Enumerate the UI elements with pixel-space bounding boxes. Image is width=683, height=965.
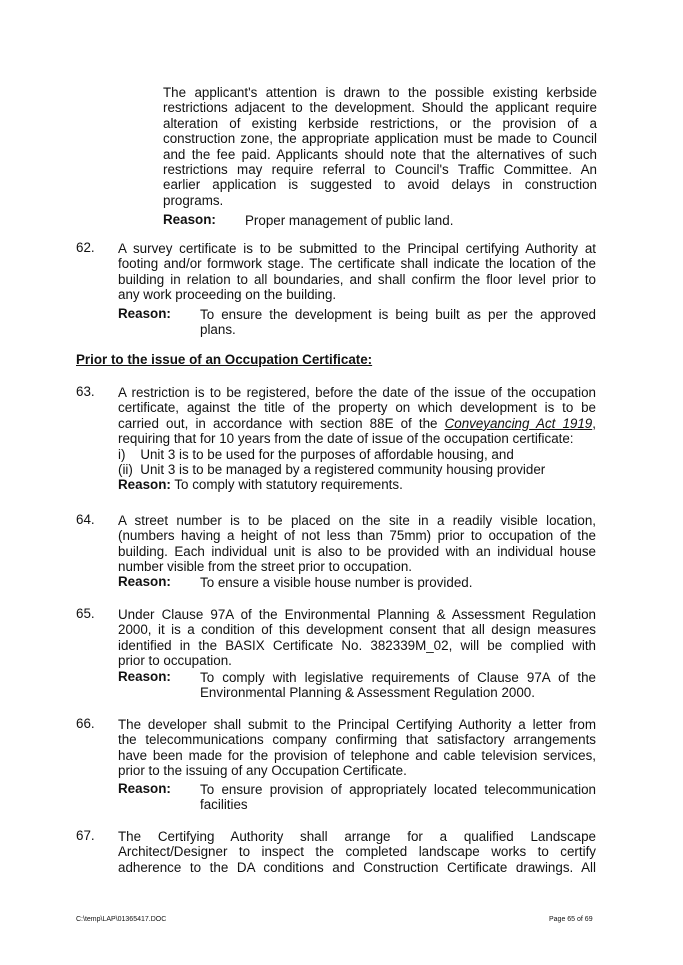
reason-label: Reason: [118, 306, 171, 321]
reason-label: Reason: [118, 669, 171, 684]
text-line: building in relation to all boundaries, and shall confirm the floor level prior to [118, 271, 596, 287]
text-segment: , [592, 415, 596, 431]
text-line: building. Each individual unit is also to be provided with an individual house [118, 543, 596, 559]
text-line: (numbers having a height of not less than 75mm) prior to occupation of the [118, 528, 596, 544]
text-line: facilities [200, 797, 248, 813]
text-segment: carried out, in accordance with section 88E of the [118, 415, 438, 431]
reason-text: To ensure a visible house number is provided. [200, 575, 473, 590]
list-item: i) Unit 3 is to be used for the purposes of affordable housing, and [118, 446, 514, 462]
reason-text [200, 307, 596, 338]
text-line: identified in the BASIX Certificate No. 382339M_02, will be complied with [118, 637, 596, 653]
text-line: Environmental Planning & Assessment Regulation 2000. [200, 685, 535, 701]
section-heading: Prior to the issue of an Occupation Certificate: [76, 352, 373, 367]
text-line: have been made for the provision of telephone and cable television services, [118, 747, 596, 763]
condition-number: 65. [76, 606, 95, 621]
text-line: restrictions may require referral to Council's Traffic Committee. An [163, 162, 597, 178]
text-line: construction zone, the appropriate application must be made to Council [163, 131, 597, 147]
condition-66-text [118, 717, 596, 779]
text-line: A survey certificate is to be submitted to the Principal certifying Authority at [118, 241, 596, 256]
text-line: The applicant's attention is drawn to the possible existing kerbside [163, 85, 597, 100]
condition-number: 66. [76, 716, 95, 731]
text-line: and the fee paid. Applicants should note that the alternatives of such [163, 146, 597, 162]
condition-65-text [118, 607, 596, 669]
text-line: footing and/or formwork stage. The certificate shall indicate the location of the [118, 256, 596, 272]
footer-page-number: Page 65 of 69 [549, 916, 593, 923]
reason-text [200, 670, 596, 701]
text-line: programs. [163, 192, 224, 208]
reason-text: Proper management of public land. [245, 213, 454, 228]
condition-number: 63. [76, 384, 95, 399]
text-line: Architect/Designer to inspect the completed landscape works to certify [118, 844, 596, 860]
text-line: A street number is to be placed on the site in a readily visible location, [118, 513, 596, 528]
text-line: plans. [200, 322, 236, 338]
text-line: certificate, against the title of the property on which development is to be [118, 400, 596, 416]
text-line: adherence to the DA conditions and Construction Certificate drawings. All [118, 859, 596, 875]
text-line: earlier application is suggested to avoid delays in construction [163, 177, 597, 193]
reason-label: Reason: [118, 781, 171, 796]
text-line: prior to occupation. [118, 653, 232, 669]
reason-line [163, 212, 216, 227]
text-line: any work proceeding on the building. [118, 287, 337, 303]
text-line [118, 416, 596, 431]
condition-63-text [118, 385, 596, 493]
reason-text [200, 782, 596, 813]
reason-text: To comply with statutory requirements. [174, 477, 403, 493]
text-line: To comply with legislative requirements of Clause 97A of the [200, 670, 596, 685]
text-line: To ensure provision of appropriately located telecommunication [200, 782, 596, 797]
text-line: alteration of existing kerbside restrictions, or the provision of a [163, 115, 597, 131]
condition-67-text [118, 829, 596, 875]
reason-label: Reason: [118, 477, 171, 493]
top-paragraph [163, 85, 597, 208]
text-line: The Certifying Authority shall arrange for a qualified Landscape [118, 829, 596, 844]
text-line: requiring that for 10 years from the date of issue of the occupation certificate: [118, 431, 574, 447]
reason-line [118, 477, 596, 492]
act-reference: Conveyancing Act 1919 [444, 415, 593, 431]
footer-file-path: C:\temp\LAP\01365417.DOC [76, 916, 167, 923]
condition-number: 67. [76, 828, 95, 843]
condition-62-text [118, 241, 596, 303]
text-line: restrictions adjacent to the development. Should the applicant require [163, 100, 597, 116]
reason-label: Reason: [163, 212, 216, 227]
text-line: Under Clause 97A of the Environmental Planning & Assessment Regulation [118, 607, 596, 622]
text-line: the telecommunications company confirming that satisfactory arrangements [118, 732, 596, 748]
text-line: The developer shall submit to the Principal Certifying Authority a letter from [118, 717, 596, 732]
condition-64-text [118, 513, 596, 575]
text-line: number visible from the street prior to occupation. [118, 559, 412, 575]
text-line: To ensure the development is being built as per the approved [200, 307, 596, 322]
text-line: prior to the issuing of any Occupation Certificate. [118, 763, 407, 779]
reason-label: Reason: [118, 574, 171, 589]
condition-number: 62. [76, 240, 95, 255]
condition-number: 64. [76, 512, 95, 527]
text-line: 2000, it is a condition of this development consent that all design measures [118, 622, 596, 638]
text-line: A restriction is to be registered, before the date of the issue of the occupation [118, 385, 596, 400]
list-item: (ii) Unit 3 is to be managed by a registered community housing provider [118, 462, 546, 478]
